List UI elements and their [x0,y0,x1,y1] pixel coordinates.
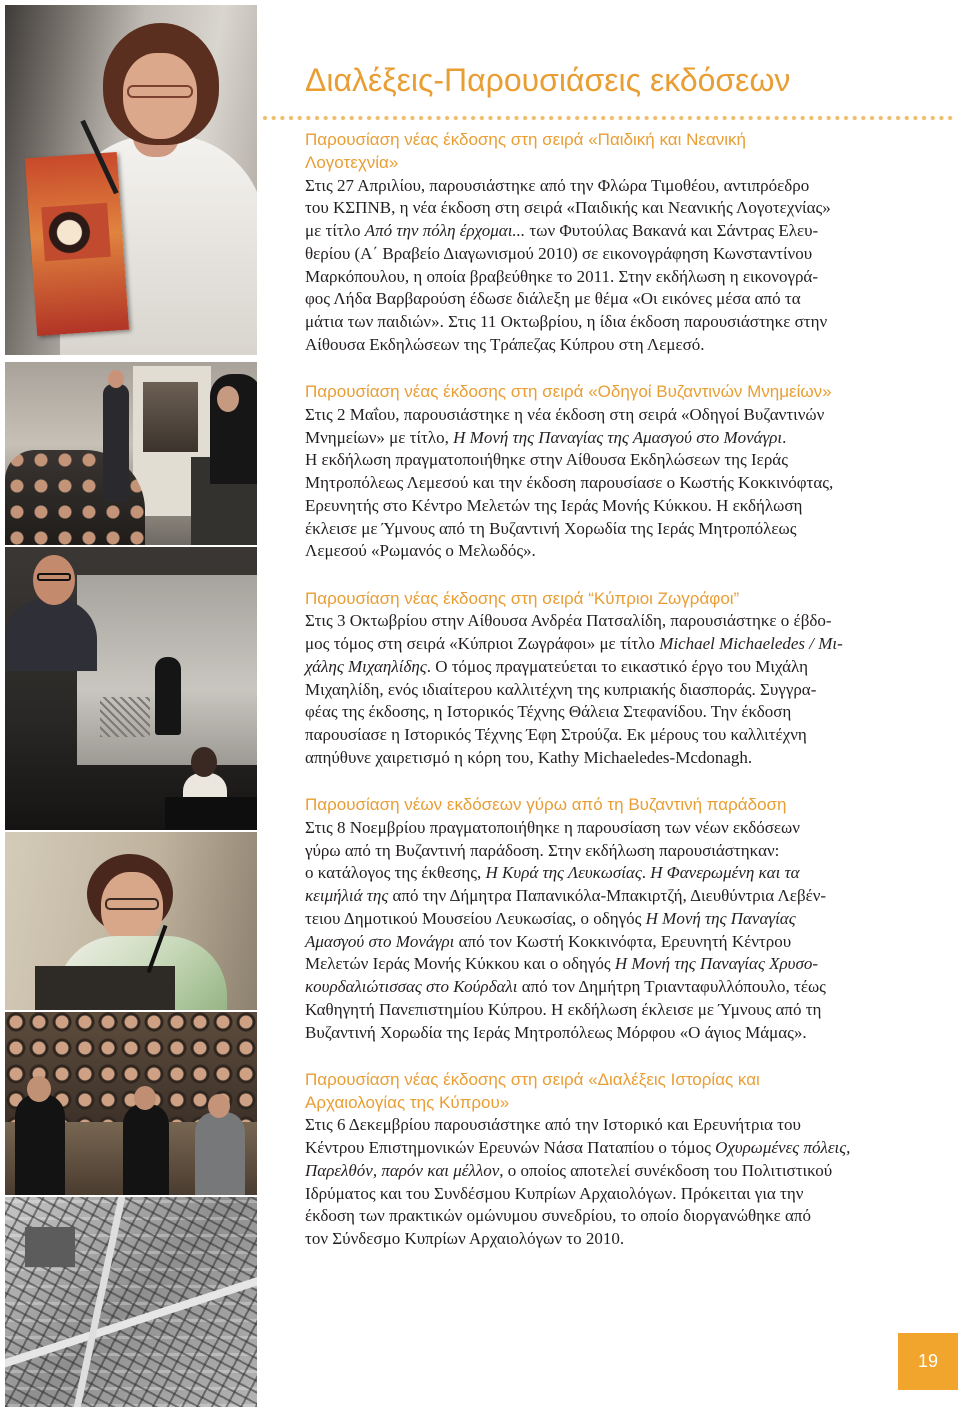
body-text: γύρω από τη Βυζαντινή παράδοση. Στην εκδήλωση παρουσιάστηκαν: [305,840,780,860]
italic-book-title: Michael Michaeledes / Μι- [659,634,843,653]
section-body [305,1114,905,1251]
body-text: Αίθουσα Εκδηλώσεων της Τράπεζας Κύπρου στη Λεμεσό. [305,334,705,354]
body-text: Λεμεσού «Ρωμανός ο Μελωδός». [305,541,536,561]
body-text: Στις 8 Νοεμβρίου πραγματοποιήθηκε η παρουσίαση των νέων εκδόσεων [305,817,800,837]
section-heading [305,588,905,611]
priest-robe [123,1104,169,1195]
body-line [305,999,905,1022]
eyeglasses [127,85,193,98]
section-heading-line: Παρουσίαση νέων εκδόσεων γύρω από τη Βυζαντινή παράδοση [305,795,787,814]
photo-aerial-city-map [5,1197,257,1407]
section-heading [305,1069,905,1115]
body-text: με τίτλο [305,221,365,240]
body-text: Κέντρου Επιστημονικών Ερευνών Νάσα Παταπίου ο τόμος [305,1138,716,1157]
side-road [68,1197,129,1407]
article-section [305,129,905,357]
screen-figure [155,657,181,735]
priest-face [217,386,239,412]
body-line [305,656,905,679]
body-text: Μελετών Ιεράς Μονής Κύκκου και ο οδηγός [305,954,615,974]
presenter-body [5,599,97,671]
page-number-badge: 19 [898,1333,958,1390]
italic-book-title: Αμασγού στο Μονάγρι [305,931,455,951]
italic-book-title: Η Μονή της Παναγίας Χρυσο- [614,954,818,974]
body-line [305,862,905,885]
body-text: , ο οποίος αποτελεί συνέκδοση του Πολιτιστικού [499,1160,833,1180]
body-line [305,540,905,563]
body-line [305,220,905,243]
body-line [305,288,905,311]
seated-man-head [208,1094,230,1118]
body-line [305,747,905,770]
body-text: παρουσίασε η Ιστορικός Τέχνης Έφη Στρούζα. Εκ μέρους του καλλιτέχνη [305,725,807,744]
body-text: από την Δήμητρα Παπανικόλα-Μπακιρτζή, Διευθύντρια Λεβέν- [388,886,827,905]
italic-book-title: κειμήλιά της [305,886,389,905]
standing-man-head [108,370,124,388]
body-text: μος τόμος στη σειρά «Κύπριοι Ζωγράφοι» με τίτλο [305,634,660,653]
section-heading-line: Αρχαιολογίας της Κύπρου» [305,1092,510,1112]
section-body [305,404,905,563]
body-line [305,931,905,954]
article-column [305,129,905,1251]
section-body [305,175,905,357]
lectern [35,966,175,1010]
body-text: . [782,427,787,447]
italic-book-title: Η Κυρά της Λευκωσίας [485,863,642,883]
eyeglasses [105,898,159,910]
body-line [305,908,905,931]
body-line [305,1183,905,1206]
photo-audience-with-clergy [5,1012,257,1195]
body-text: . Ο τόμος πραγματεύεται το εικαστικό έργο του Μιχάλη [426,656,809,676]
body-text: απηύθυνε χαιρετισμό η κόρη του, Kathy Michaeledes-Mcdonagh. [305,747,753,767]
body-text: έκλεισε με Ύμνους από τη Βυζαντινή Χορωδία της Ιεράς Μητροπόλεως [305,518,797,538]
body-text: των Φυτούλας Βακανά και Σάντρας Ελευ- [525,221,819,240]
body-text: Βυζαντινή Χορωδία της Ιεράς Μητροπόλεως Μόρφου «Ο άγιος Μάμας». [305,1022,807,1042]
section-heading-line: Παρουσίαση νέας έκδοσης στη σειρά «Διαλέξεις Ιστορίας και [305,1069,760,1089]
body-line [305,1114,905,1137]
section-heading-line: Παρουσίαση νέας έκδοσης στη σειρά “Κύπριοι Ζωγράφοι” [305,588,740,608]
main-road [5,1271,257,1371]
body-line [305,885,905,908]
section-body [305,610,905,769]
section-heading [305,794,905,817]
body-line [305,679,905,702]
lectern [165,797,257,830]
woman-speaker-head [191,747,217,777]
body-text: ο κατάλογος της έκθεσης, [305,863,486,883]
body-text: του ΚΣΠΝΒ, η νέα έκδοση στη σειρά «Παιδικής και Νεανικής Λογοτεχνίας» [305,198,831,218]
body-line [305,404,905,427]
body-line [305,311,905,334]
body-line [305,976,905,999]
body-line [305,495,905,518]
photo-woman-at-lectern [5,832,257,1010]
priest-robe [15,1094,65,1195]
photo-priest-at-podium [5,362,257,545]
body-line [305,724,905,747]
italic-book-title: Από την πόλη έρχομαι... [364,221,526,240]
body-line [305,518,905,541]
body-text: φέας της έκδοσης, η Ιστορικός Τέχνης Θάλεια Στεφανίδου. Την έκδοση [305,702,792,722]
body-text: θερίου (Α΄ Βραβείο Διαγωνισμού 2010) σε εικονογράφηση Κωνσταντίνου [305,243,813,263]
body-text: Ερευνητής στο Κέντρο Μελετών της Ιεράς Μονής Κύκκου. Η εκδήλωση [305,495,803,515]
section-heading [305,381,905,404]
body-text: έκδοση των πρακτικών ομώνυμου συνεδρίου, το οποίο διοργανώθηκε από [305,1206,811,1226]
italic-book-title: Η Μονή της Παναγίας της Αμασγού στο Μονάγρι [453,427,783,447]
article-section [305,794,905,1044]
body-line [305,334,905,357]
body-text: Η εκδήλωση πραγματοποιήθηκε στην Αίθουσα Εκδηλώσεων της Ιεράς [305,450,788,470]
body-line [305,449,905,472]
body-text: Μιχαηλίδη, ενός ιδιαίτερου καλλιτέχνη της κυπριακής διασποράς. Συγγρα- [305,679,817,699]
poster-image [143,382,198,452]
body-line [305,1022,905,1045]
body-line [305,243,905,266]
body-line [305,701,905,724]
body-text: Στις 3 Οκτωβρίου στην Αίθουσα Ανδρέα Πατσαλίδη, παρουσιάστηκε ο έβδο- [305,611,832,631]
priest-head [27,1076,51,1102]
section-heading [305,129,905,175]
body-line [305,197,905,220]
body-line [305,953,905,976]
presenter-glasses [37,573,71,581]
body-text: Στις 6 Δεκεμβρίου παρουσιάστηκε από την Ιστορικό και Ερευνήτρια του [305,1115,801,1135]
italic-book-title: Η Φανερωμένη και τα [650,863,800,883]
italic-book-title: χάλης Μιχαηλίδης [305,656,427,676]
italic-book-title: Οχυρωμένες πόλεις, [715,1138,851,1157]
body-line [305,1228,905,1251]
body-text: Μνημείων» με τίτλο, [305,427,454,447]
article-section [305,588,905,770]
section-heading-line: Λογοτεχνία» [305,152,399,172]
section-body [305,817,905,1045]
body-line [305,1137,905,1160]
body-line [305,266,905,289]
body-text: Στις 27 Απριλίου, παρουσιάστηκε από την Φλώρα Τιμοθέου, αντιπρόεδρο [305,175,810,195]
photo-speaker-with-book [5,5,257,355]
photo-presenter-projection [5,547,257,830]
dark-city-block [25,1227,75,1267]
body-text: Μαρκόπουλου, η οποία βραβεύθηκε το 2011. Στην εκδήλωση η εικονογρά- [305,266,819,286]
body-text: τον Σύνδεσμο Κυπρίων Αρχαιολόγων το 2010. [305,1229,625,1248]
body-text: Μητροπόλεως Λεμεσού και την έκδοση παρουσίασε ο Κωστής Κοκκινόφτας, [305,473,834,492]
italic-book-title: Η Μονή της Παναγίας [645,908,796,928]
body-text: από τον Δημήτρη Τριανταφυλλόπουλο, τέως [517,977,826,996]
body-line [305,1160,905,1183]
body-line [305,472,905,495]
body-line [305,817,905,840]
italic-book-title: κουρδαλιώτισσας στο Κούρδαλι [305,977,518,996]
priest-head [134,1086,156,1110]
body-text: . [641,863,651,883]
body-line [305,610,905,633]
body-text: από τον Κωστή Κοκκινόφτα, Ερευνητή Κέντρου [454,931,792,951]
body-line [305,840,905,863]
italic-book-title: Παρελθόν, παρόν και μέλλον [305,1160,500,1180]
body-text: μάτια των παιδιών». Στις 11 Οκτωβρίου, η ίδια έκδοση παρουσιάστηκε στην [305,312,828,331]
body-line [305,175,905,198]
section-heading-line: Παρουσίαση νέας έκδοσης στη σειρά «Παιδική και Νεανική [305,130,747,149]
section-heading-line: Παρουσίαση νέας έκδοσης στη σειρά «Οδηγοί Βυζαντινών Μνημείων» [305,382,832,401]
body-text: τειου Δημοτικού Μουσείου Λευκωσίας, ο οδηγός [305,908,646,928]
body-text: Καθηγητή Πανεπιστημίου Κύπρου. Η εκδήλωση έκλεισε με Ύμνους από τη [305,999,822,1019]
article-section [305,1069,905,1251]
body-text: Στις 2 Μαΐου, παρουσιάστηκε η νέα έκδοση στη σειρά «Οδηγοί Βυζαντινών [305,404,825,424]
book-illustration [41,203,111,261]
article-section [305,381,905,563]
standing-man [103,384,129,502]
body-line [305,427,905,450]
page-title: Διαλέξεις-Παρουσιάσεις εκδόσεων [305,62,791,98]
screen-sketch [100,697,150,737]
seated-man [195,1112,245,1195]
title-dotted-divider [262,115,956,121]
body-line [305,1205,905,1228]
body-text: Ιδρύματος και του Συνδέσμου Κυπρίων Αρχαιολόγων. Πρόκειται για την [305,1183,804,1203]
body-text: φος Λήδα Βαρβαρούση έδωσε διάλεξη με θέμα «Οι εικόνες μέσα από τα [305,289,801,309]
body-line [305,633,905,656]
